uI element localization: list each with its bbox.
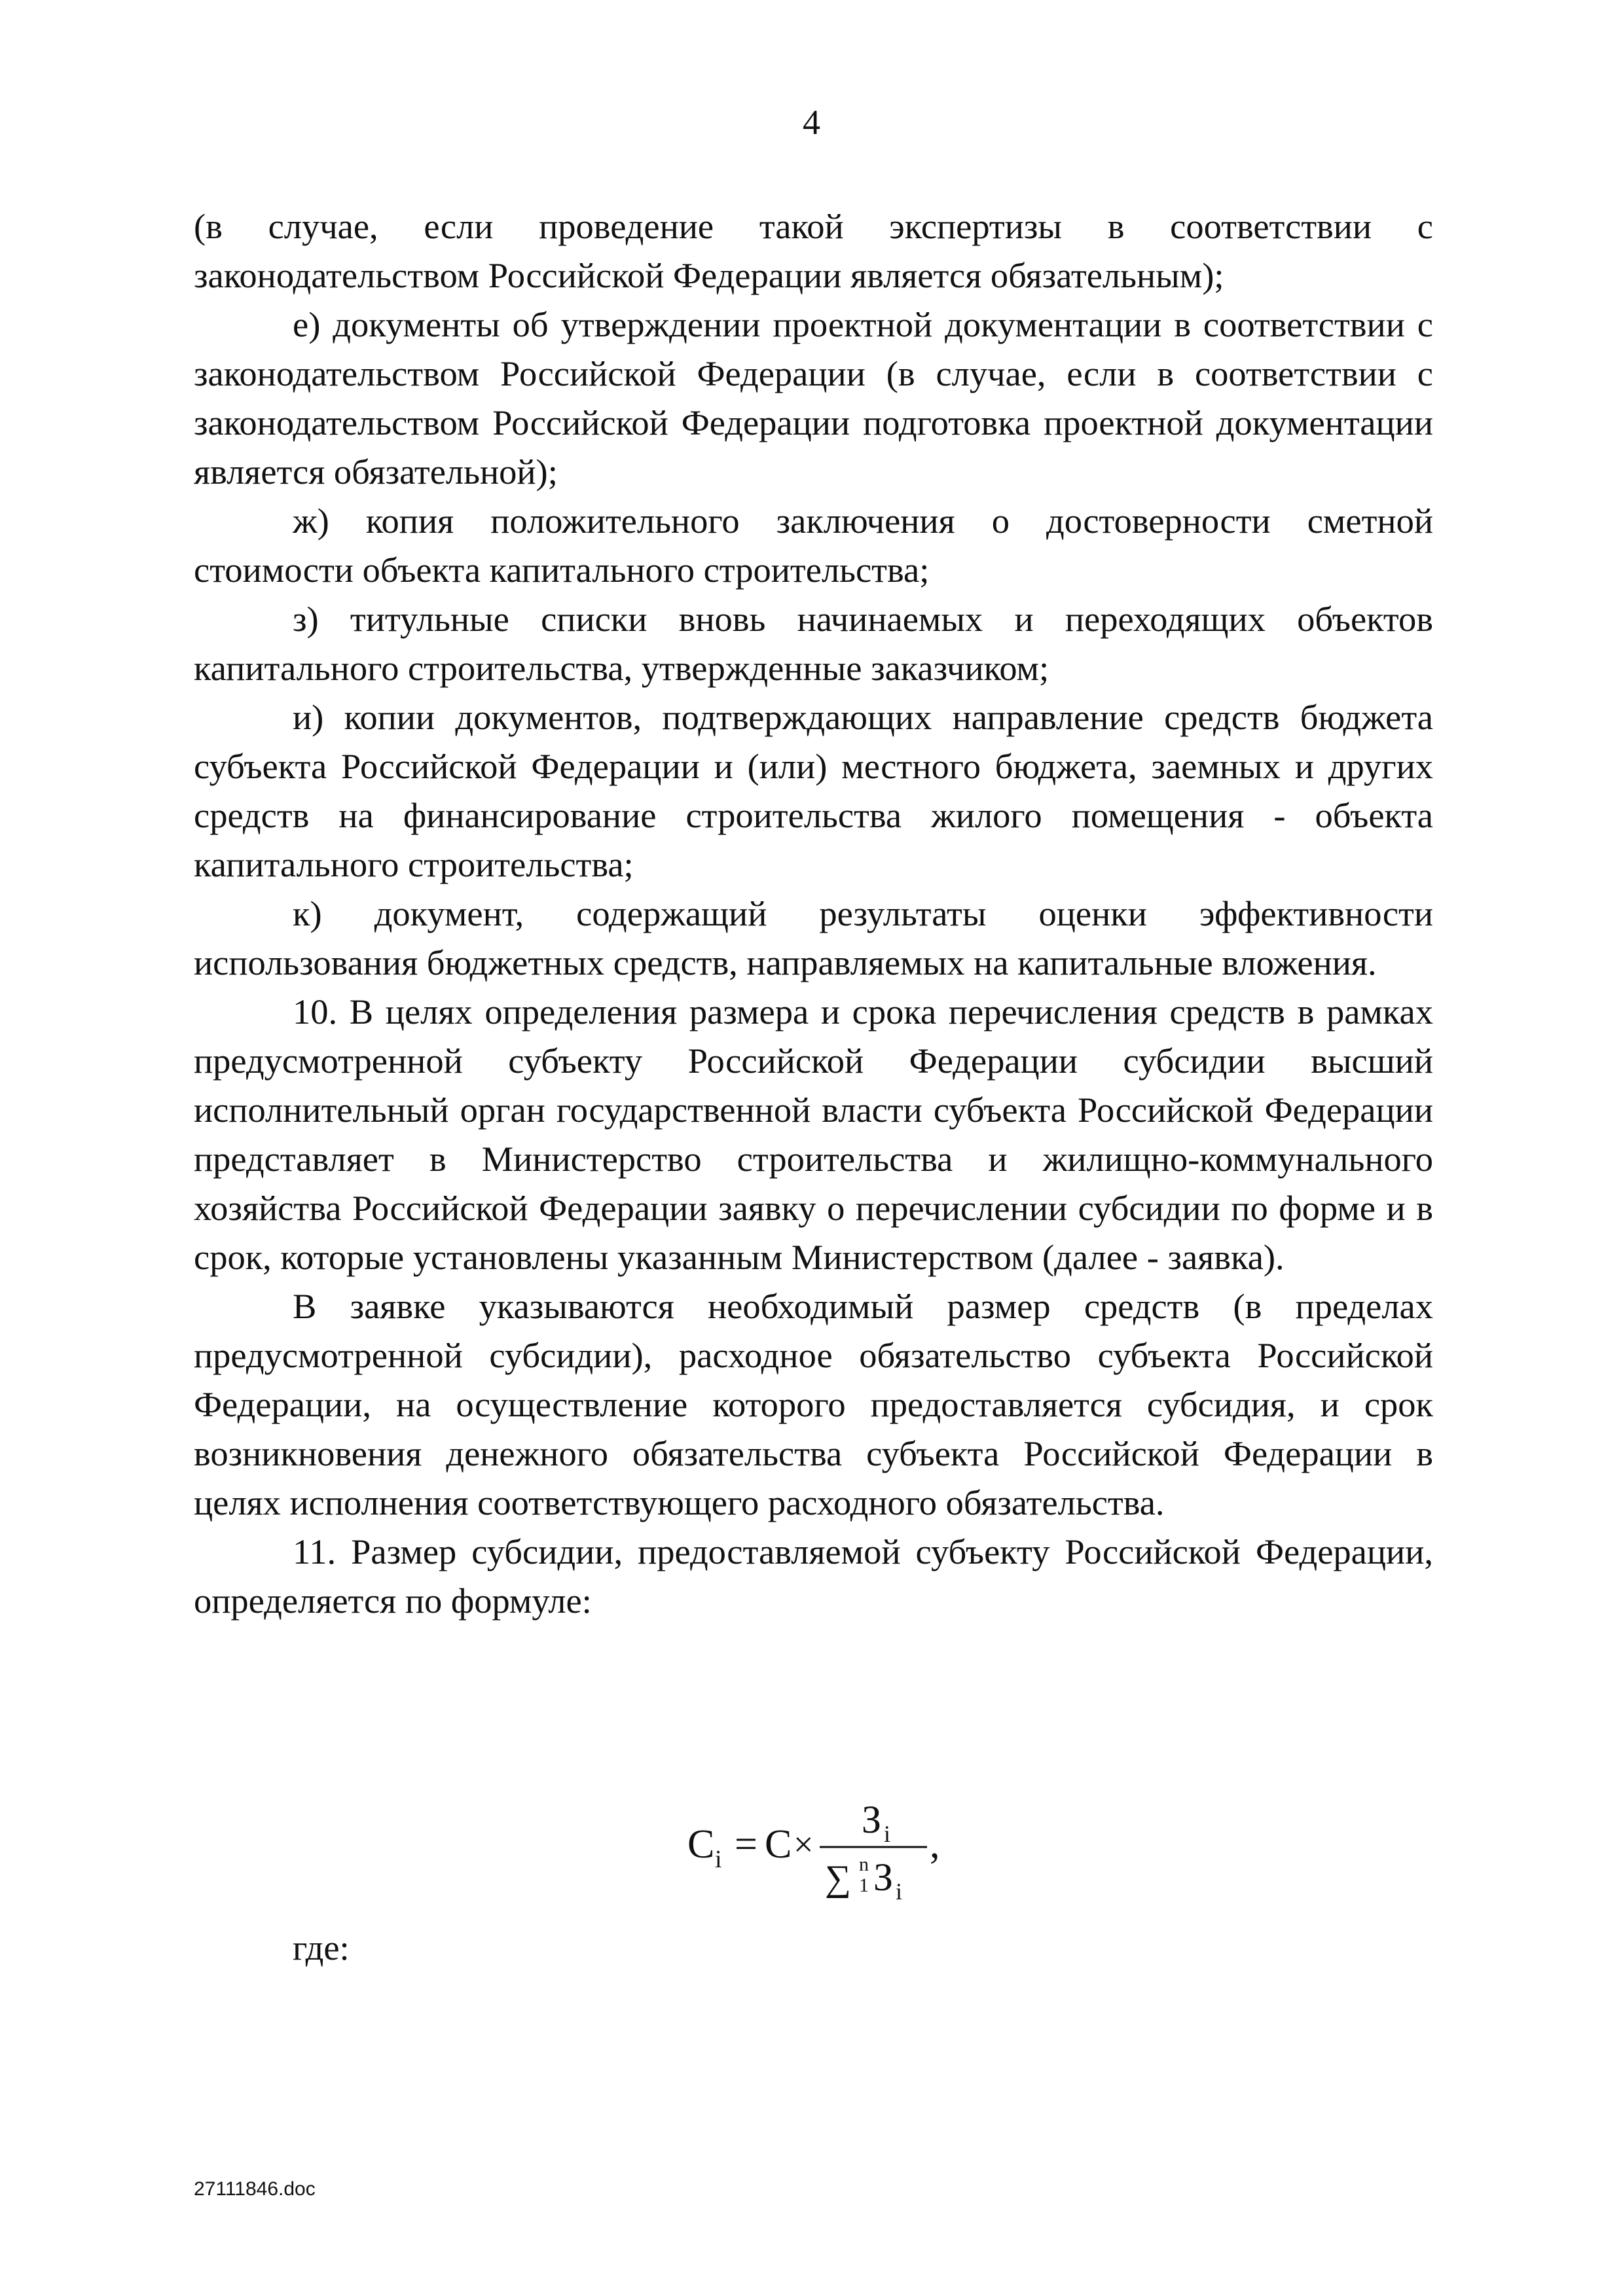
formula-times: × [793, 1825, 814, 1864]
formula-numerator-subscript: i [884, 1821, 891, 1847]
paragraph-clause-11: 11. Размер субсидии, предоставляемой субъекту Российской Федерации, определяется по формуле: [194, 1532, 1433, 1621]
formula-equals: = [735, 1822, 757, 1867]
formula-lhs-subscript: i [715, 1846, 722, 1873]
page-number: 4 [803, 103, 820, 142]
where-label: где: [293, 1928, 350, 1967]
formula-trailing-comma: , [930, 1822, 940, 1867]
formula-sum-lower: 1 [859, 1874, 869, 1896]
formula-denominator-subscript: i [896, 1878, 903, 1905]
paragraph-item-zh: ж) копия положительного заключения о достоверности сметной стоимости объекта капитального строительства; [194, 501, 1433, 590]
formula-denominator: З [873, 1856, 894, 1899]
document-body [194, 202, 1433, 1625]
paragraph-application-contents: В заявке указываются необходимый размер средств (в пределах предусмотренной субсидии), расходное обязательство субъекта Российской Федерации, на осуществление которого предоставляется субсидия, и срок возникновения денежного обязательства субъекта Российской Федерации в целях исполнения соответствующего расходного обязательства. [194, 1286, 1433, 1522]
formula-numerator: З [862, 1798, 882, 1841]
formula-lhs: C [687, 1822, 715, 1867]
subsidy-formula [681, 1792, 956, 1923]
paragraph-item-i: и) копии документов, подтверждающих направление средств бюджета субъекта Российской Федерации и (или) местного бюджета, заемных и других средств на финансирование строительства жилого помещения - объекта капитального строительства; [194, 697, 1433, 884]
paragraph-item-k: к) документ, содержащий результаты оценки эффективности использования бюджетных средств, направляемых на капитальные вложения. [194, 893, 1433, 982]
paragraph-item-z: з) титульные списки вновь начинаемых и переходящих объектов капитального строительства, утвержденные заказчиком; [194, 599, 1433, 688]
paragraph-item-e: е) документы об утверждении проектной документации в соответствии с законодательством Российской Федерации (в случае, если в соответствии с законодательством Российской Федерации подготовка проектной документации является обязательной); [194, 304, 1433, 492]
paragraph-continuation: (в случае, если проведение такой экспертизы в соответствии с законодательством Российской Федерации является обязательным); [194, 206, 1433, 295]
formula-factor: C [765, 1822, 792, 1867]
document-file-id: 27111846.doc [194, 2178, 316, 2200]
paragraph-clause-10: 10. В целях определения размера и срока перечисления средств в рамках предусмотренной субъекту Российской Федерации субсидии высший исполнительный орган государственной власти субъекта Российской Федерации представляет в Министерство строительства и жилищно-коммунального хозяйства Российской Федерации заявку о перечислении субсидии по форме и в срок, которые установлены указанным Министерством (далее - заявка). [194, 992, 1433, 1277]
formula-sum-symbol: ∑ [825, 1858, 851, 1899]
formula-sum-upper: n [859, 1854, 869, 1875]
